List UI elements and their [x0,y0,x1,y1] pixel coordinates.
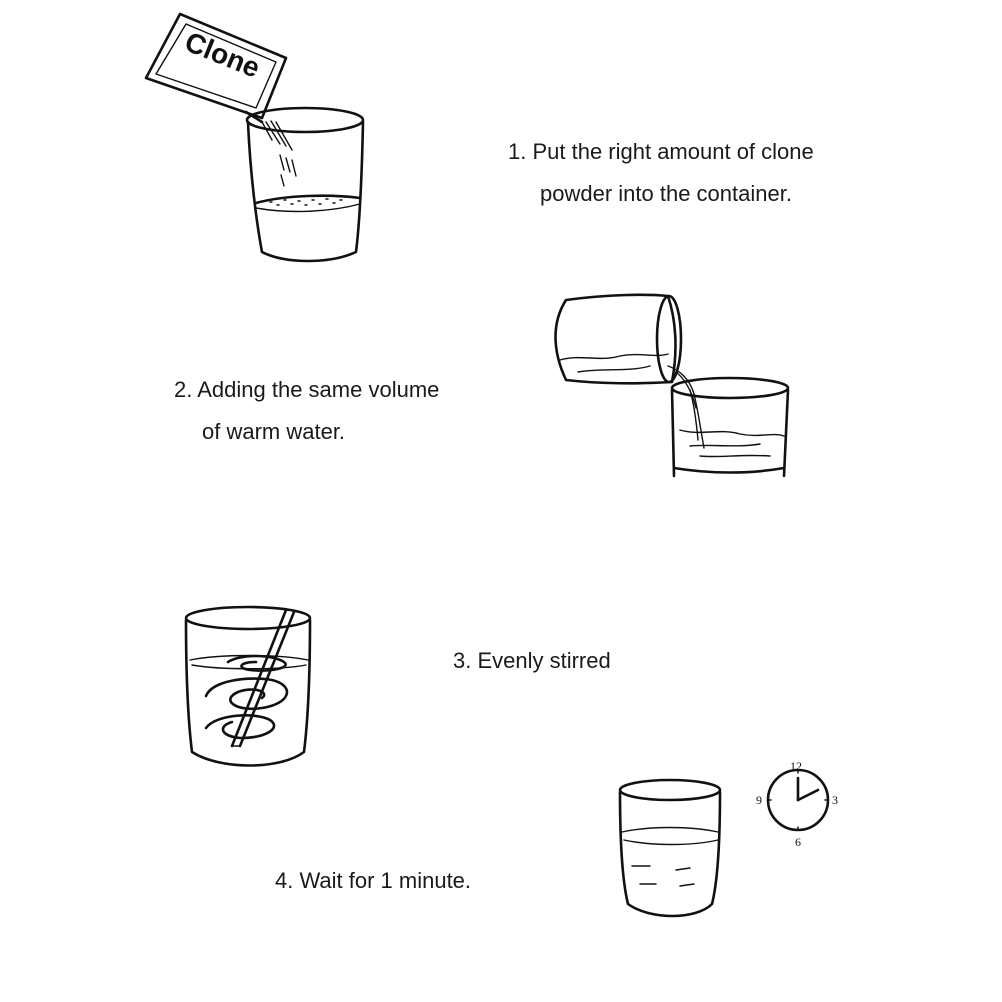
container-4-icon [620,780,720,916]
clock-3-label: 3 [832,793,838,807]
step-4-illustration [620,759,838,916]
container-3-icon [186,607,310,766]
step-1-line-1: 1. Put the right amount of clone [508,139,814,164]
container-1-icon [247,108,363,261]
clock-6-label: 6 [795,835,801,849]
container-2-icon [672,378,788,476]
step-3-line-1: 3. Evenly stirred [453,648,611,673]
step-2-illustration [556,295,789,476]
packet-label: Clone [180,25,265,84]
step-1-illustration [146,14,363,261]
step-4-line-1: 4. Wait for 1 minute. [275,868,472,893]
step-2-line-1: 2. Adding the same volume [174,377,440,402]
clock-9-label: 9 [756,793,762,807]
step-3-illustration [186,607,310,766]
clock-12-label: 12 [790,759,802,773]
step-2-line-2: of warm water. [202,419,346,444]
step-1-line-2: powder into the container. [540,181,792,206]
clone-packet-icon [146,14,286,122]
clock-icon [756,759,838,849]
pouring-cup-icon [556,295,682,384]
